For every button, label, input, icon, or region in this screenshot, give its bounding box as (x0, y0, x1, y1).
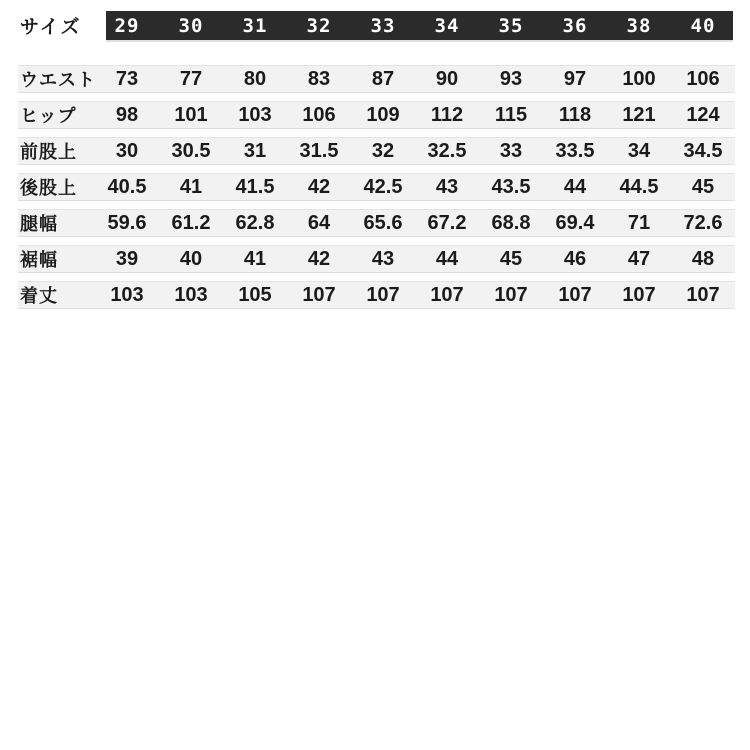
table-cell: 71 (627, 211, 651, 234)
table-cell: 101 (174, 103, 208, 126)
table-row (18, 173, 735, 201)
table-cell: 62.8 (235, 211, 275, 234)
table-cell: 100 (622, 67, 656, 90)
table-cell: 42 (307, 175, 331, 198)
table-cell: 97 (563, 67, 587, 90)
size-col-header: 35 (498, 14, 524, 37)
table-cell: 98 (115, 103, 139, 126)
table-cell: 43 (435, 175, 459, 198)
table-cell: 31.5 (299, 139, 339, 162)
table-cell: 33.5 (555, 139, 595, 162)
table-cell: 43.5 (491, 175, 531, 198)
table-cell: 30 (115, 139, 139, 162)
table-row (18, 281, 735, 309)
table-cell: 41.5 (235, 175, 275, 198)
table-cell: 107 (430, 283, 464, 306)
size-table-body (18, 65, 735, 317)
table-cell: 112 (430, 103, 464, 126)
size-col-header: 38 (626, 14, 652, 37)
table-cell: 107 (302, 283, 336, 306)
table-cell: 103 (174, 283, 208, 306)
size-table-header-row (0, 11, 750, 40)
table-cell: 106 (686, 67, 720, 90)
table-row (18, 137, 735, 165)
table-cell: 72.6 (683, 211, 723, 234)
size-col-header: 36 (562, 14, 588, 37)
table-cell: 103 (238, 103, 272, 126)
table-cell: 64 (307, 211, 331, 234)
row-label: 腿幅 (20, 214, 58, 234)
table-cell: 33 (499, 139, 523, 162)
table-cell: 31 (243, 139, 267, 162)
table-cell: 42 (307, 247, 331, 270)
table-cell: 45 (499, 247, 523, 270)
table-cell: 45 (691, 175, 715, 198)
row-label: 着丈 (20, 286, 58, 306)
size-header-label: サイズ (20, 17, 82, 38)
table-cell: 93 (499, 67, 523, 90)
table-cell: 105 (238, 283, 272, 306)
table-cell: 43 (371, 247, 395, 270)
table-cell: 106 (302, 103, 336, 126)
size-col-header: 33 (370, 14, 396, 37)
size-col-header: 32 (306, 14, 332, 37)
table-cell: 41 (179, 175, 203, 198)
table-cell: 47 (627, 247, 651, 270)
table-cell: 124 (686, 103, 720, 126)
table-cell: 59.6 (107, 211, 147, 234)
table-cell: 83 (307, 67, 331, 90)
table-cell: 39 (115, 247, 139, 270)
table-cell: 34.5 (683, 139, 723, 162)
table-row (18, 209, 735, 237)
table-cell: 107 (558, 283, 592, 306)
table-cell: 30.5 (171, 139, 211, 162)
row-label: ヒップ (20, 106, 77, 126)
table-cell: 87 (371, 67, 395, 90)
table-cell: 40 (179, 247, 203, 270)
table-cell: 107 (622, 283, 656, 306)
table-row (18, 65, 735, 93)
table-cell: 118 (558, 103, 592, 126)
table-cell: 90 (435, 67, 459, 90)
table-cell: 107 (494, 283, 528, 306)
table-cell: 61.2 (171, 211, 211, 234)
table-cell: 69.4 (555, 211, 595, 234)
table-cell: 44.5 (619, 175, 659, 198)
table-cell: 73 (115, 67, 139, 90)
size-col-header: 29 (114, 14, 140, 37)
table-cell: 34 (627, 139, 651, 162)
row-label: ウエスト (20, 70, 96, 90)
table-cell: 107 (366, 283, 400, 306)
table-cell: 41 (243, 247, 267, 270)
table-cell: 44 (435, 247, 459, 270)
table-row (18, 101, 735, 129)
table-cell: 103 (110, 283, 144, 306)
row-label: 後股上 (20, 178, 77, 198)
table-cell: 121 (622, 103, 656, 126)
table-cell: 77 (179, 67, 203, 90)
table-cell: 80 (243, 67, 267, 90)
table-cell: 42.5 (363, 175, 403, 198)
size-col-header: 31 (242, 14, 268, 37)
size-col-header: 34 (434, 14, 460, 37)
table-cell: 32 (371, 139, 395, 162)
table-cell: 115 (494, 103, 528, 126)
table-cell: 46 (563, 247, 587, 270)
table-cell: 40.5 (107, 175, 147, 198)
table-row (18, 245, 735, 273)
table-cell: 48 (691, 247, 715, 270)
table-cell: 67.2 (427, 211, 467, 234)
table-cell: 32.5 (427, 139, 467, 162)
table-cell: 68.8 (491, 211, 531, 234)
table-cell: 109 (366, 103, 400, 126)
row-label: 前股上 (20, 142, 77, 162)
table-cell: 107 (686, 283, 720, 306)
table-cell: 65.6 (363, 211, 403, 234)
table-cell: 44 (563, 175, 587, 198)
size-header-grid (18, 11, 735, 40)
size-col-header: 40 (690, 14, 716, 37)
row-label: 裾幅 (20, 250, 58, 270)
size-col-header: 30 (178, 14, 204, 37)
